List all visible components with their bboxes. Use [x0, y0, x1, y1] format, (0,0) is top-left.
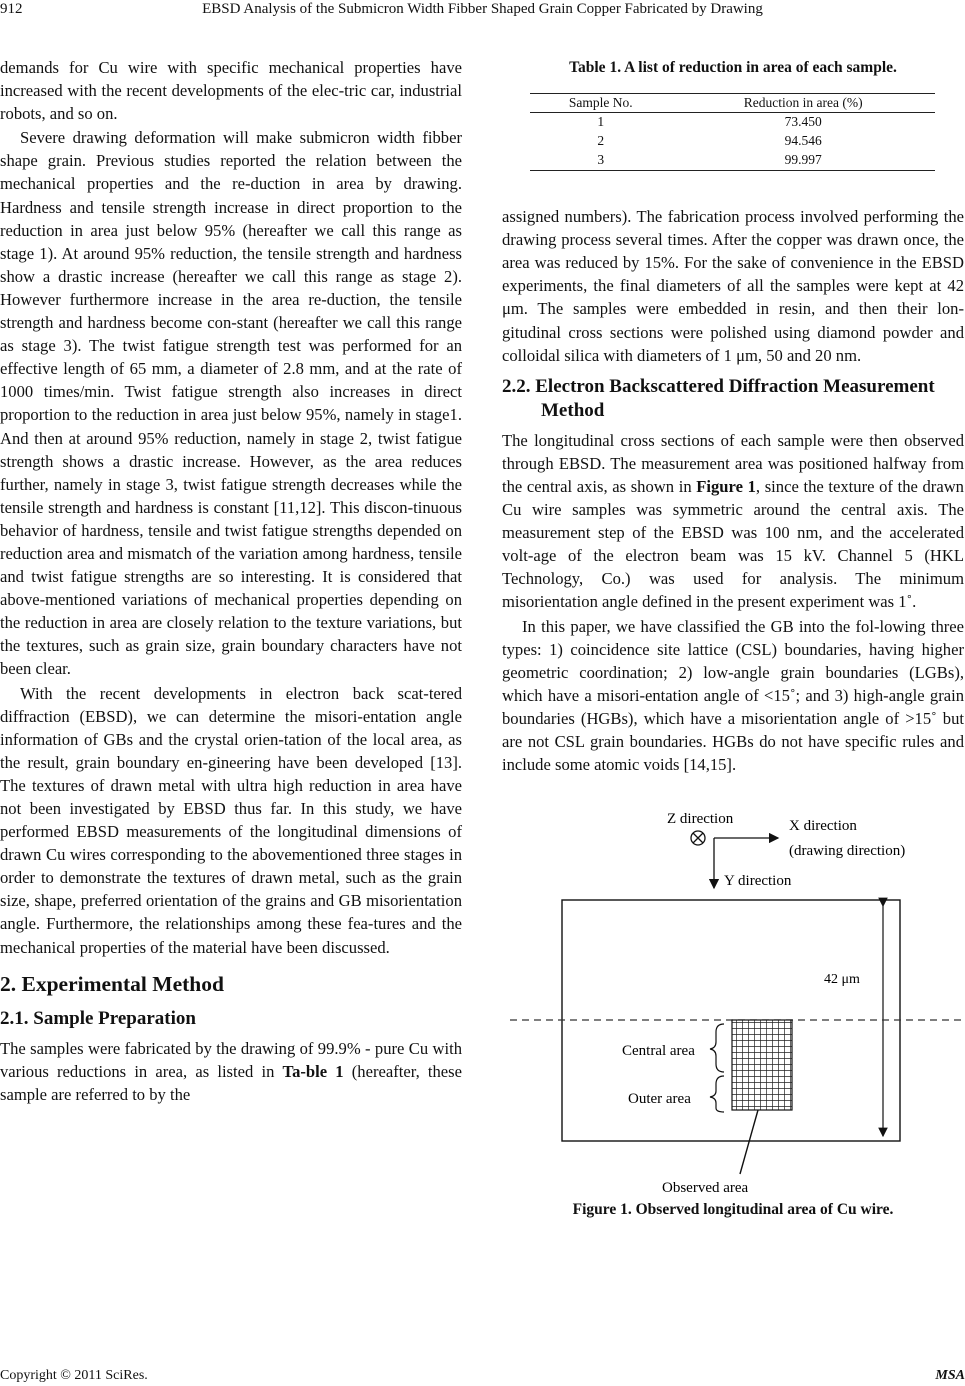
copyright: Copyright © 2011 SciRes.	[0, 1368, 148, 1383]
page-header	[0, 0, 965, 22]
central-area-label: Central area	[622, 1043, 695, 1060]
observed-area-label: Observed area	[662, 1180, 749, 1197]
table-cell: 3	[530, 151, 671, 171]
table-cell: 99.997	[671, 151, 935, 171]
paragraph: assigned numbers). The fabrication process involved performing the drawing process several times. After the copper was drawn once, the area was reduced by 15%. For the sake of convenience in the EBSD experiments, the final diameters of all the samples were kept at 42 μm. The samples were embedded in resin, and then their lon-gitudinal cross sections were polished using diamond powder and colloidal silica with diameters of 1 μm, 50 and 20 nm.	[502, 207, 964, 365]
table-cell: 94.546	[784, 133, 822, 149]
table-cell: 73.450	[784, 114, 822, 130]
subsection-heading: 2.2. Electron Backscattered Diffraction Measurement Method	[502, 375, 935, 421]
paragraph: The longitudinal cross sections of each sample were then observed through EBSD. The measurement area was positioned halfway from the central axis, as shown in Figure 1, since the texture of the drawn Cu wire samples was symmetric around the central axis. The measurement step of the EBSD was 100 nm, and the accelerated volt-age of the electron beam was 15 kV. Channel 5 (HKL Technology, Co.) was used for analysis. The minimum misorientation angle defined in the present experiment was 1˚.	[502, 430, 964, 612]
table-cell: 1	[597, 114, 605, 130]
drawing-direction-label: (drawing direction)	[789, 843, 906, 860]
z-direction-icon	[691, 831, 705, 845]
paragraph: The samples were fabricated by the drawing of 99.9% - pure Cu with various reductions in area, as listed in Ta-ble 1 (hereafter, these sample are referred to by the	[0, 1038, 462, 1104]
table-row	[530, 151, 935, 171]
figure-caption: Figure 1. Observed longitudinal area of Cu wire.	[572, 1201, 894, 1219]
paragraph: demands for Cu wire with specific mechanical properties have increased with the recent developments of the elec-tric car, industrial robots, and so on.	[0, 58, 462, 124]
outer-area-brace	[710, 1076, 724, 1112]
central-area-brace	[710, 1024, 724, 1072]
right-column	[502, 56, 964, 1221]
table-row	[530, 132, 935, 151]
x-direction-label: X direction	[789, 818, 857, 835]
page-number: 912	[0, 1, 23, 17]
table-cell: 2	[597, 133, 605, 149]
left-column	[0, 56, 462, 1106]
diameter-label: 42 μm	[824, 972, 860, 988]
table-header: Sample No.	[530, 94, 671, 113]
z-direction-label: Z direction	[667, 811, 734, 828]
section-heading: 2. Experimental Method	[0, 971, 224, 996]
running-title: EBSD Analysis of the Submicron Width Fibber Shaped Grain Copper Fabricated by Drawing	[202, 1, 763, 17]
observed-area-grid	[732, 1020, 792, 1110]
reduction-table	[530, 93, 935, 171]
table-title: Table 1. A list of reduction in area of each sample.	[569, 59, 897, 76]
table-reference: Ta-ble 1	[282, 1061, 344, 1081]
paragraph: In this paper, we have classified the GB into the fol-lowing three types: 1) coincidence site lattice (CSL) boundaries, having higher geometric coordination; 2) low-angle grain boundaries (LGBs), which have a misori-entation angle of <15˚; and 3) high-angle grain boundaries (HGBs), which have a misorientation angle of >15˚ but are not CSL grain boundaries. HGBs do not have specific rules and include some atomic voids [14,15].	[502, 616, 964, 775]
paragraph: Severe drawing deformation will make submicron width fibber shape grain. Previous studies reported the relation between the mechanical properties and the re-duction in area by drawing. Hardness and tensile strength increase in direct proportion to the reduction in area just below 95% (hereafter we call this range as stage 1). At around 95% reduction, the tensile strength and hardness show a drastic increase (hereafter we call this range as stage 2). However furthermore increase in the area re-duction, the tensile strength and hardness become con-stant (hereafter we call this range as stage 3). The twist fatigue strength test was performed for an effective length of 65 mm, a diameter of 2.8 mm, and at the rate of 1000 times/min. Twist fatigue strength also increases in direct proportion to the reduction in area just below 95%, namely in stage1. And then at around 95% reduction, namely in stage 2, twist fatigue strength shows a drastic increase. However, as the area reduces further, namely in stage 3, twist fatigue strength decreases while the tensile strength and hardness is constant [11,12]. This discon-tinuous behavior of hardness, tensile and twist fatigue strengths depended on reduction area and mismatch of the variation among hardness, tensile and twist fatigue strengths are so interesting. It is considered that above-mentioned variations of mechanical properties depending on the reduction in area are closely relation to the texture variations, but the textures, such as grain size, grain boundary characters have not been clear.	[0, 128, 462, 679]
y-direction-label: Y direction	[724, 873, 792, 890]
table-header: Reduction in area (%)	[671, 94, 935, 113]
journal-abbrev: MSA	[935, 1368, 965, 1383]
wire-diagram	[502, 806, 964, 1196]
figure-1	[502, 806, 964, 1196]
outer-area-label: Outer area	[628, 1091, 691, 1108]
subsection-heading: 2.1. Sample Preparation	[0, 1007, 196, 1029]
paragraph: With the recent developments in electron back scat-tered diffraction (EBSD), we can determine the misori-entation angle information of GBs and the crystal orien-tation of the local area, as the result, grain boundary en-gineering have been developed [13]. The textures of drawn metal with ultra high reduction in area have not been investigated by EBSD thus far. In this study, we have performed EBSD measurements of the longitudinal dimensions of drawn Cu wires corresponding to the abovementioned three stages in order to demonstrate the textures of drawn metal, such as the grain size, shape, preferred orientation of the grains and GB misorientation angle. Furthermore, the relationships among these fea-tures and the mechanical properties of the material have been discussed.	[0, 683, 462, 957]
observed-area-pointer	[740, 1110, 758, 1174]
figure-reference: Figure 1	[696, 476, 756, 496]
table-row	[530, 113, 935, 133]
